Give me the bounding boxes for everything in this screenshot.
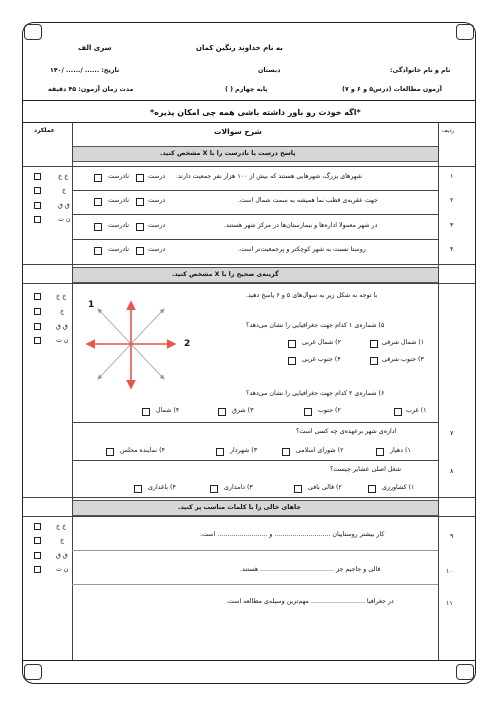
name-label: نام و نام خانوادگی:: [390, 67, 451, 74]
tf-true-checkbox-1[interactable]: [136, 174, 144, 182]
perf1-checkbox-kh-kh[interactable]: [34, 173, 41, 180]
perf2-checkbox-gh-gh[interactable]: [34, 323, 41, 330]
cardinal-arrows: [87, 302, 175, 388]
perf3-checkbox-gh-gh[interactable]: [34, 552, 41, 559]
perf3-gh-gh: ق ق: [56, 552, 68, 559]
q7-option-3: ۳) شهردار: [230, 447, 258, 454]
section-multiple-choice-title: گزینه‌ی صحیح را با X مشخص کنید.: [172, 271, 279, 278]
fill-question-10: قالی و جاجیم جز ..................................... هستند.: [240, 566, 381, 573]
q6-option-2-checkbox[interactable]: [304, 408, 312, 416]
section-true-false-title: پاسخ درست یا نادرست را با X مشخص کنید.: [160, 150, 296, 157]
q8-option-1-checkbox[interactable]: [368, 485, 376, 493]
q8-option-3: ۳) دامداری: [224, 484, 253, 491]
tf-true-label-2: درست: [148, 197, 166, 204]
perf3-kh-kh: خ خ: [56, 523, 67, 530]
tf-question-3: در شهر معمولا اداره‌ها و بیمارستان‌ها در مرکز شهر هستند.: [224, 222, 378, 229]
tf-num-1: ۱: [450, 173, 454, 180]
corner-box-top-left: [24, 24, 42, 40]
perf2-gh-gh: ق ق: [56, 323, 68, 330]
corner-box-top-right: [456, 24, 474, 40]
corner-box-bottom-left: [24, 664, 42, 680]
tf-num-2: ۲: [450, 197, 454, 204]
tf-false-label-1: نادرست: [108, 173, 129, 180]
corner-box-bottom-right: [456, 664, 474, 680]
perf3-checkbox-n-t[interactable]: [34, 566, 41, 573]
perf1-kh-kh: خ خ: [58, 173, 69, 180]
q5-option-4: ۴) جنوب غربی: [302, 356, 341, 363]
tf-question-2: جهت عقربه‌ی قطب نما همیشه به سمت شمال است.: [238, 197, 378, 204]
q8-option-4: ۴) باغداری: [148, 484, 176, 491]
perf1-gh-gh: ق ق: [58, 202, 70, 209]
q7-option-3-checkbox[interactable]: [216, 448, 224, 456]
fill-num-9: ۹: [450, 533, 454, 540]
q7-option-4-checkbox[interactable]: [106, 448, 114, 456]
q5-intro: با توجه به شکل زیر به سوال‌های ۵ و ۶ پاسخ دهید.: [246, 292, 378, 299]
tf-question-1: شهرهای بزرگ، شهرهایی هستند که بیش از ۱۰۰ هزار نفر جمعیت دارند.: [176, 173, 363, 180]
fill-question-9: کار بیشتر روستاییان ............................ و ......................... است.: [200, 531, 385, 538]
grade-label: پایه چهارم ( ): [225, 86, 268, 93]
q7-option-4: ۴) نماینده مجلس: [120, 447, 165, 454]
fill-num-10: ۱۰: [446, 568, 453, 575]
row-header: ردیف: [442, 128, 455, 134]
q5-option-2-checkbox[interactable]: [288, 340, 296, 348]
duration-label: مدت زمان آزمون: ۴۵ دقیقه: [48, 86, 134, 93]
perf1-n-t: ن ت: [58, 216, 71, 223]
q5-option-4-checkbox[interactable]: [288, 357, 296, 365]
desc-header: شرح سوالات: [214, 127, 262, 136]
tf-true-label-3: درست: [148, 222, 166, 229]
q6-option-1-checkbox[interactable]: [394, 408, 402, 416]
tf-false-label-2: نادرست: [108, 197, 129, 204]
q6-option-1: ۱) غرب: [406, 407, 427, 414]
q7-option-2: ۲) شورای اسلامی: [296, 447, 344, 454]
perf1-checkbox-kh[interactable]: [34, 187, 41, 194]
perf3-checkbox-kh-kh[interactable]: [34, 523, 41, 530]
tf-question-4: روستا نسبت به شهر کوچکتر و پرجمعیت‌تر است.: [238, 246, 366, 253]
q7-option-1: ۱) دهیار: [390, 447, 411, 454]
bismillah: به نام خداوند رنگین کمان: [196, 44, 283, 52]
motto: *اگه خودت رو باور داشته باشی همه چی امکان پذیره*: [150, 108, 361, 117]
perf2-n-t: ن ت: [56, 337, 69, 344]
perf2-checkbox-kh[interactable]: [34, 308, 41, 315]
q6-option-4-checkbox[interactable]: [142, 408, 150, 416]
tf-false-label-4: نادرست: [108, 246, 129, 253]
q8-num: ۸: [450, 468, 454, 475]
q5-option-3: ۳) جنوب شرقی: [382, 356, 424, 363]
perf2-checkbox-kh-kh[interactable]: [34, 293, 41, 300]
q6-question: ۶) شماره‌ی ۲ کدام جهت جغرافیایی را نشان می‌دهد؟: [246, 390, 385, 397]
q5-question: ۵) شماره‌ی ۱ کدام جهت جغرافیایی را نشان می‌دهد؟: [246, 322, 385, 329]
tf-false-checkbox-2[interactable]: [94, 198, 102, 206]
perf1-checkbox-n-t[interactable]: [34, 216, 41, 223]
tf-num-4: ۴: [450, 246, 454, 253]
q8-option-4-checkbox[interactable]: [134, 485, 142, 493]
q7-num: ۷: [450, 430, 454, 437]
q7-option-1-checkbox[interactable]: [376, 448, 384, 456]
perf2-kh: خ: [60, 308, 65, 315]
tf-false-checkbox-4[interactable]: [94, 247, 102, 255]
fill-num-11: ۱۱: [446, 600, 453, 607]
compass-label-2: 2: [184, 339, 191, 349]
q6-option-3-checkbox[interactable]: [218, 408, 226, 416]
fill-question-11: در جغرافیا ........................... مهم‌ترین وسیله‌ی مطالعه است.: [226, 598, 394, 605]
tf-false-checkbox-1[interactable]: [94, 174, 102, 182]
tf-false-label-3: نادرست: [108, 222, 129, 229]
tf-false-checkbox-3[interactable]: [94, 223, 102, 231]
q8-option-2-checkbox[interactable]: [294, 485, 302, 493]
perf3-n-t: ن ت: [56, 566, 69, 573]
date-label: تاریخ: ...... /...... /۱۴۰: [50, 67, 120, 74]
perf2-checkbox-n-t[interactable]: [34, 337, 41, 344]
tf-true-checkbox-3[interactable]: [136, 223, 144, 231]
tf-true-label-1: درست: [148, 173, 166, 180]
q8-question: شغل اصلی عشایر چیست؟: [330, 466, 401, 473]
tf-true-checkbox-2[interactable]: [136, 198, 144, 206]
perf3-kh: خ: [60, 537, 65, 544]
school-label: دبستان: [258, 67, 281, 74]
perf3-checkbox-kh[interactable]: [34, 537, 41, 544]
tf-num-3: ۳: [450, 222, 454, 229]
series-label: سری الف: [78, 44, 112, 52]
q5-option-3-checkbox[interactable]: [370, 357, 378, 365]
q5-option-1-checkbox[interactable]: [370, 340, 378, 348]
perf-header: عملکرد: [34, 127, 55, 134]
perf2-kh-kh: خ خ: [56, 293, 67, 300]
q5-option-2: ۲) شمال غربی: [302, 339, 342, 346]
q7-question: اداره‌ی شهر برعهده‌ی چه کسی است؟: [296, 428, 397, 435]
tf-true-label-4: درست: [148, 246, 166, 253]
tf-true-checkbox-4[interactable]: [136, 247, 144, 255]
q8-option-2: ۲) قالی بافی: [308, 484, 342, 491]
perf1-checkbox-gh-gh[interactable]: [34, 202, 41, 209]
q6-option-3: ۳) شرق: [232, 407, 254, 414]
compass-label-1: 1: [88, 300, 95, 310]
section-fill-blanks-title: جاهای خالی را با کلمات مناسب پر کنید.: [178, 504, 301, 511]
perf1-kh: خ: [62, 187, 67, 194]
q5-option-1: ۱) شمال شرقی: [382, 339, 425, 346]
q7-option-2-checkbox[interactable]: [282, 448, 290, 456]
subject-label: آزمون مطالعات (درس۵ و ۶ و ۷): [342, 86, 442, 93]
compass-diagram: [84, 296, 191, 400]
q6-option-4: ۴) شمال: [156, 407, 180, 414]
q6-option-2: ۲) جنوب: [318, 407, 341, 414]
q8-option-1: ۱) کشاورزی: [382, 484, 415, 491]
q8-option-3-checkbox[interactable]: [210, 485, 218, 493]
